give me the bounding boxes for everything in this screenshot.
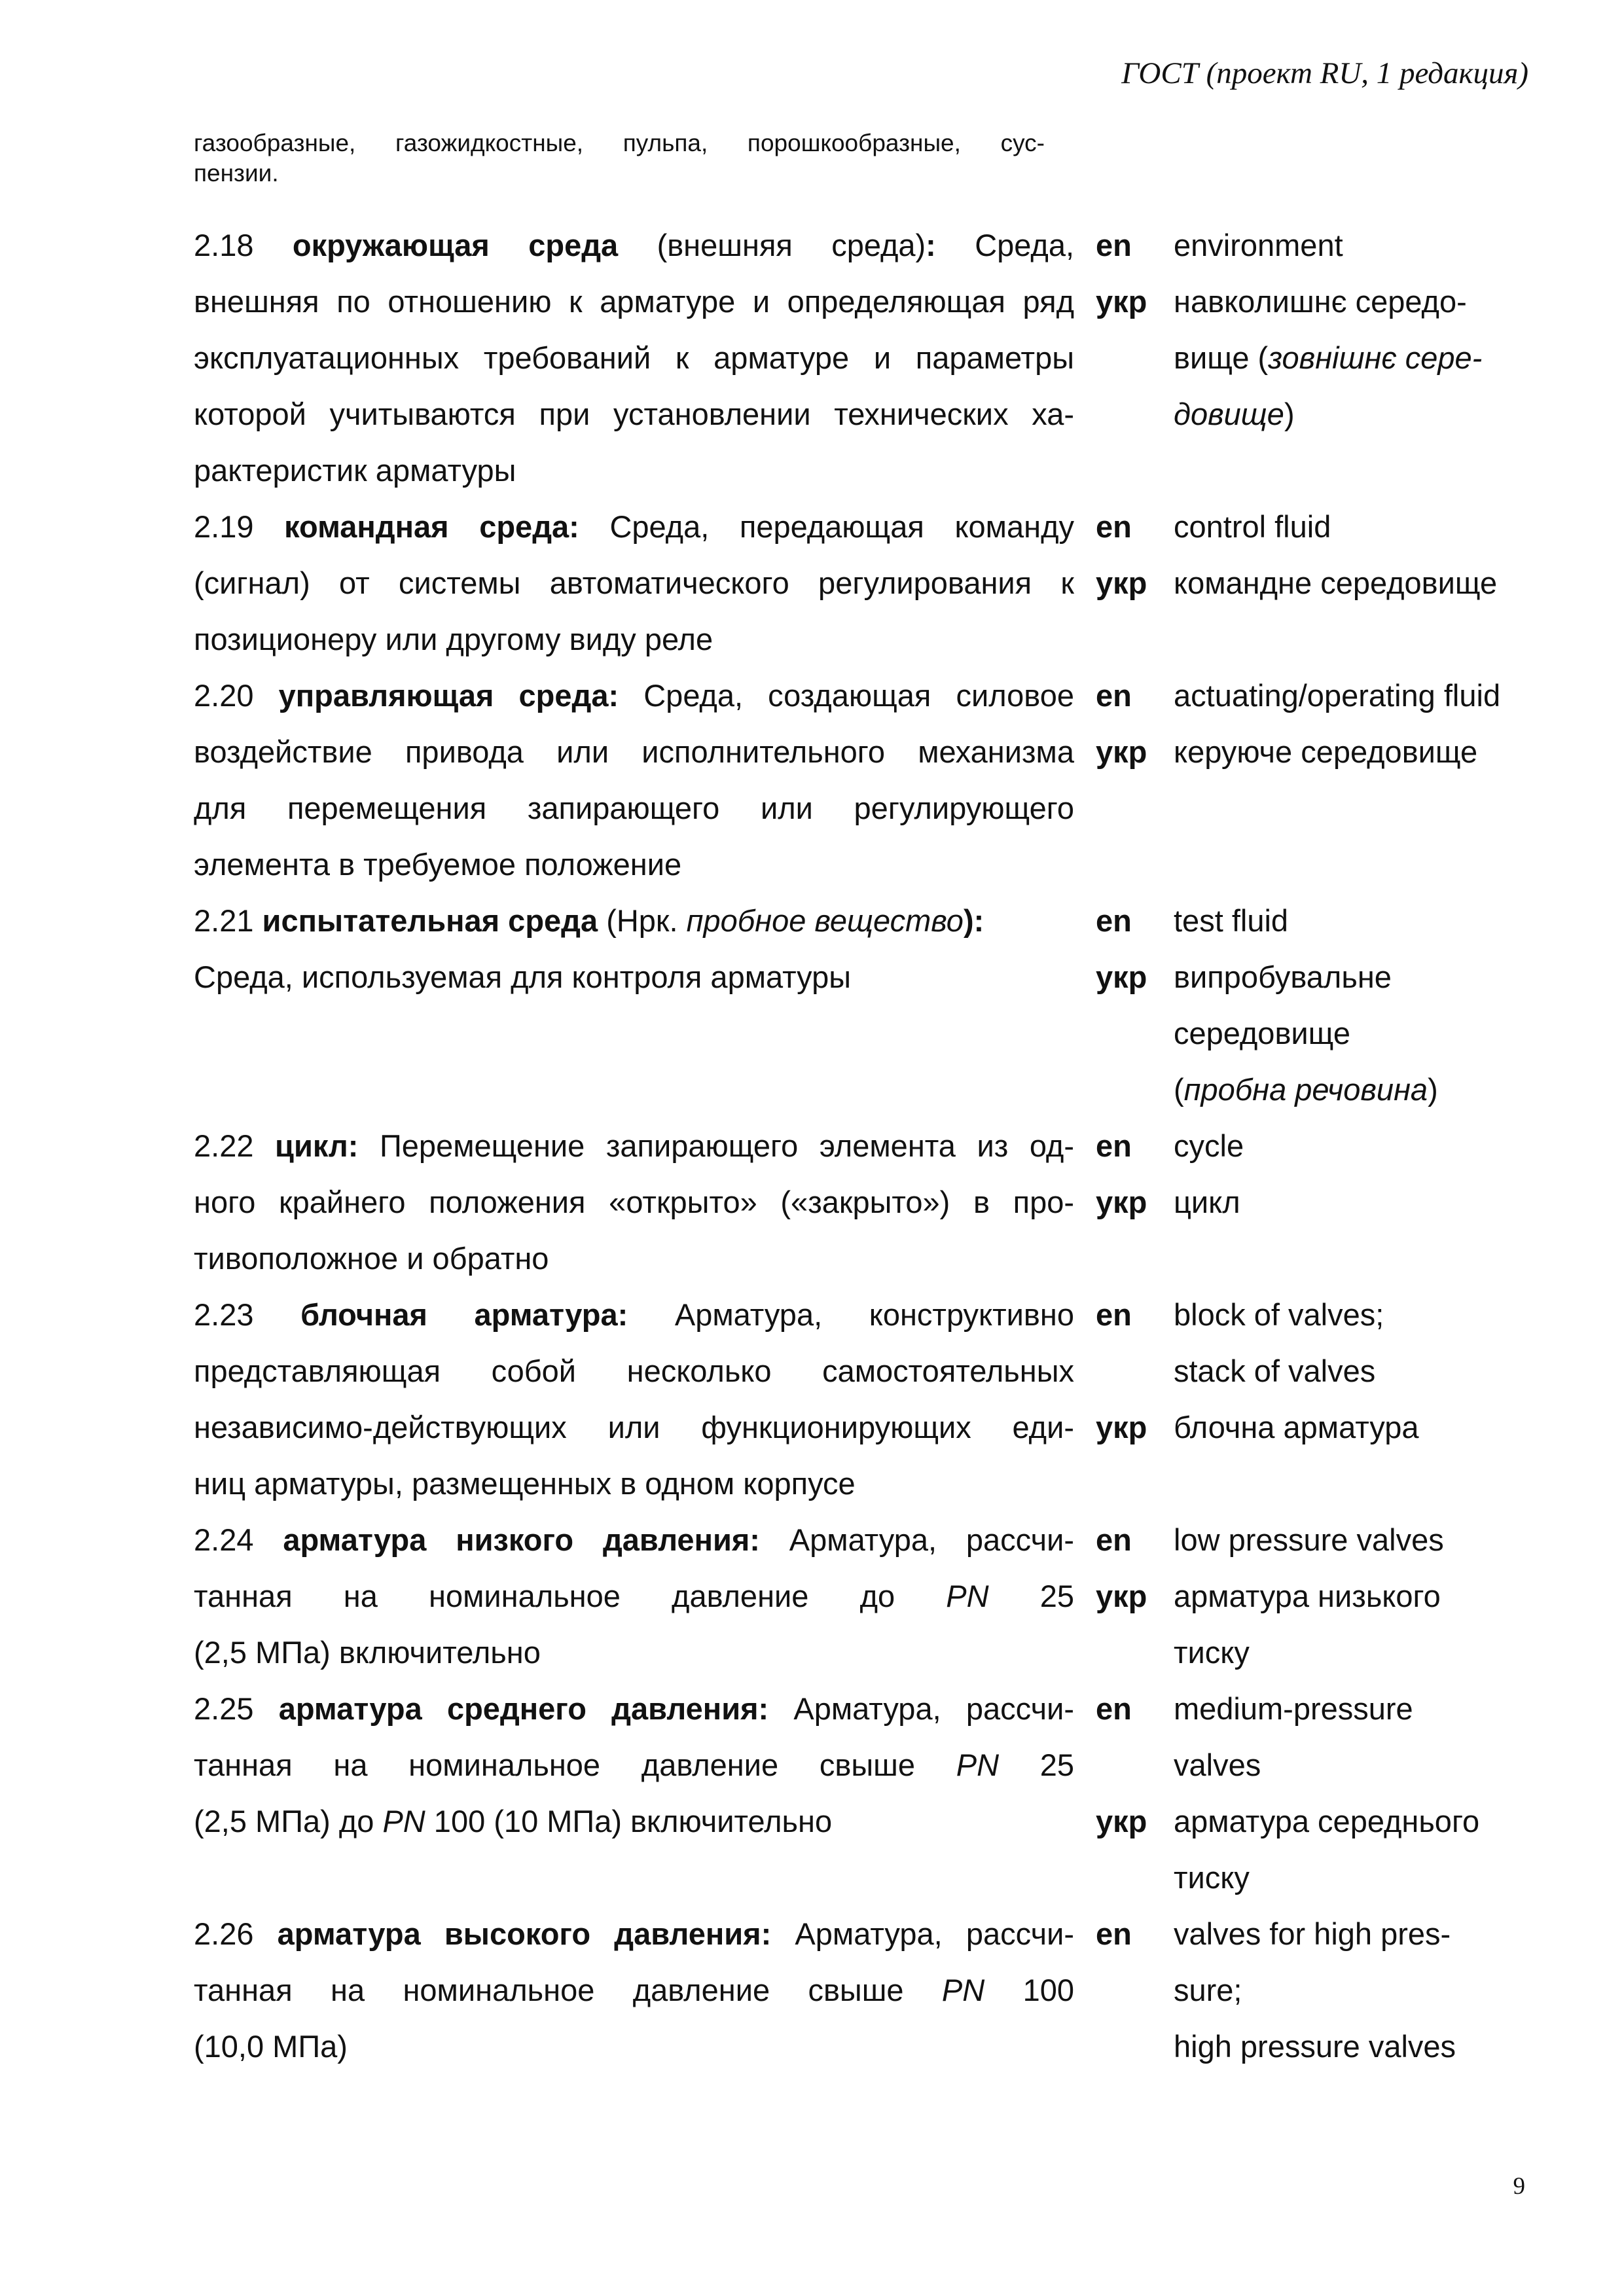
definition-line xyxy=(194,1689,1074,1729)
definition-line: (2,5 МПа) включительно xyxy=(194,1635,541,1670)
carryover-line: пензии. xyxy=(194,160,279,187)
uk-equivalent: цикл xyxy=(1174,1185,1240,1219)
en-equivalent-line: sure; xyxy=(1174,1973,1242,2007)
definition-line: танная на номинальное давление свыше PN 100 xyxy=(194,1973,1075,2007)
uk-label: укр xyxy=(1096,1410,1147,1444)
uk-synonym: зовнішнє сере- xyxy=(1268,340,1483,375)
definition-line: элемента в требуемое положение xyxy=(194,847,682,882)
definition-start: Арматура, конструктивно xyxy=(674,1297,1074,1332)
definition-line: танная на номинальное давление свыше PN 25 xyxy=(194,1748,1075,1782)
term-name: арматура среднего давления: xyxy=(278,1691,769,1726)
definition-line: (сигнал) от системы автоматического регулирования к xyxy=(194,565,1074,600)
term-number: 2.19 xyxy=(194,509,254,544)
uk-equivalent-line: (пробна речовина) xyxy=(1174,1072,1438,1107)
pn-symbol: PN xyxy=(382,1804,425,1839)
definition-line: для перемещения запирающего или регулирующего xyxy=(194,791,1074,825)
term-name: окружающая среда xyxy=(292,228,619,262)
en-label: en xyxy=(1096,678,1132,713)
en-equivalent: control fluid xyxy=(1174,509,1331,544)
uk-synonym: довище xyxy=(1174,397,1284,431)
definition-line xyxy=(194,1914,1074,1954)
definition-line: рактеристик арматуры xyxy=(194,453,516,488)
definition-line: 2.21 испытательная среда (Нрк. пробное вещество): xyxy=(194,903,984,938)
en-equivalent: cycle xyxy=(1174,1128,1244,1163)
pn-symbol: PN xyxy=(956,1748,1000,1782)
en-equivalent: test fluid xyxy=(1174,903,1289,938)
uk-label: укр xyxy=(1096,284,1147,319)
definition-line: танная на номинальное давление до PN 25 xyxy=(194,1579,1075,1613)
uk-synonym: пробна речовина xyxy=(1183,1072,1428,1107)
definition-start: Среда, передающая команду xyxy=(609,509,1075,544)
uk-equivalent: командне середовище xyxy=(1174,565,1498,600)
definition-line: Среда, используемая для контроля арматуры xyxy=(194,960,852,994)
term-number: 2.26 xyxy=(194,1916,254,1951)
en-label: en xyxy=(1096,1522,1132,1557)
deprecated-term: пробное вещество xyxy=(686,903,964,938)
en-equivalent-line: stack of valves xyxy=(1174,1354,1376,1388)
en-label: en xyxy=(1096,1916,1132,1951)
uk-label: укр xyxy=(1096,1804,1147,1839)
definition-line: воздействие привода или исполнительного механизма xyxy=(194,734,1074,769)
en-equivalent: environment xyxy=(1174,228,1343,262)
uk-equivalent: арматура середнього xyxy=(1174,1804,1480,1839)
definition-line xyxy=(194,226,1074,265)
uk-label: укр xyxy=(1096,1579,1147,1613)
definition-line: представляющая собой несколько самостоятельных xyxy=(194,1354,1074,1388)
definition-line xyxy=(194,507,1074,547)
term-number: 2.20 xyxy=(194,678,254,713)
definition-start: Арматура, рассчи- xyxy=(793,1691,1074,1726)
definition-line: независимо-действующих или функционирующих еди- xyxy=(194,1410,1074,1444)
en-equivalent: medium-pressure xyxy=(1174,1691,1413,1726)
en-label: en xyxy=(1096,1691,1132,1726)
definition-line: которой учитываются при установлении технических ха- xyxy=(194,397,1074,431)
uk-equivalent-line: тиску xyxy=(1174,1860,1250,1895)
en-equivalent-line: valves xyxy=(1174,1748,1261,1782)
definition-line: (2,5 МПа) до PN 100 (10 МПа) включительно xyxy=(194,1804,833,1839)
term-name: испытательная среда xyxy=(262,903,598,938)
term-name: арматура высокого давления: xyxy=(277,1916,772,1951)
definition-line: (10,0 МПа) xyxy=(194,2029,348,2064)
term-number: 2.23 xyxy=(194,1297,254,1332)
term-name: арматура низкого давления: xyxy=(283,1522,760,1557)
uk-label: укр xyxy=(1096,1185,1147,1219)
term-name: командная среда: xyxy=(284,509,579,544)
pn-symbol: PN xyxy=(941,1973,985,2007)
definition-line xyxy=(194,1520,1074,1560)
en-equivalent: low pressure valves xyxy=(1174,1522,1444,1557)
uk-equivalent-line: вище (зовнішнє сере- xyxy=(1174,340,1483,375)
carryover-line: газообразные, газожидкостные, пульпа, порошкообразные, сус- xyxy=(194,130,1045,156)
uk-equivalent: керуюче середовище xyxy=(1174,734,1478,769)
en-label: en xyxy=(1096,509,1132,544)
definition-start: Среда, xyxy=(975,228,1075,262)
definition-line xyxy=(194,676,1074,715)
term-colon: : xyxy=(926,228,936,262)
carryover-text xyxy=(194,128,1045,188)
uk-label: укр xyxy=(1096,960,1147,994)
definition-line: ного крайнего положения «открыто» («закрыто») в про- xyxy=(194,1185,1074,1219)
en-label: en xyxy=(1096,1297,1132,1332)
en-equivalent-line: high pressure valves xyxy=(1174,2029,1456,2064)
definition-line xyxy=(194,1126,1074,1166)
definition-start: Перемещение запирающего элемента из од- xyxy=(380,1128,1075,1163)
definition-line: ниц арматуры, размещенных в одном корпусе xyxy=(194,1466,856,1501)
uk-equivalent-line: середовище xyxy=(1174,1016,1350,1050)
definition-line xyxy=(194,1295,1074,1335)
definition-start: Арматура, рассчи- xyxy=(789,1522,1074,1557)
definition-line: позиционеру или другому виду реле xyxy=(194,622,713,656)
term-number: 2.21 xyxy=(194,903,254,938)
uk-equivalent: блочна арматура xyxy=(1174,1410,1419,1444)
en-label: en xyxy=(1096,1128,1132,1163)
definition-line: тивоположное и обратно xyxy=(194,1241,549,1276)
term-name: блочная арматура: xyxy=(300,1297,628,1332)
uk-label: укр xyxy=(1096,565,1147,600)
term-number: 2.25 xyxy=(194,1691,254,1726)
term-number: 2.18 xyxy=(194,228,254,262)
uk-equivalent: навколишнє середо- xyxy=(1174,284,1467,319)
term-number: 2.22 xyxy=(194,1128,254,1163)
term-name: цикл: xyxy=(275,1128,359,1163)
uk-equivalent: арматура низького xyxy=(1174,1579,1441,1613)
uk-equivalent-line: тиску xyxy=(1174,1635,1250,1670)
term-name: управляющая среда: xyxy=(278,678,619,713)
definition-start: Среда, создающая силовое xyxy=(643,678,1075,713)
term-qualifier: (внешняя среда) xyxy=(657,228,926,262)
en-equivalent: actuating/operating fluid xyxy=(1174,678,1501,713)
term-number: 2.24 xyxy=(194,1522,254,1557)
en-equivalent: block of valves; xyxy=(1174,1297,1384,1332)
definition-line: эксплуатационных требований к арматуре и параметры xyxy=(194,340,1074,375)
uk-equivalent-line: довище) xyxy=(1174,397,1295,431)
running-header: ГОСТ (проект RU, 1 редакция) xyxy=(1121,56,1528,90)
pn-symbol: PN xyxy=(946,1579,989,1613)
definition-line: внешняя по отношению к арматуре и определяющая ряд xyxy=(194,284,1074,319)
page-number: 9 xyxy=(1513,2173,1525,2200)
definition-start: Арматура, рассчи- xyxy=(795,1916,1075,1951)
en-label: en xyxy=(1096,228,1132,262)
uk-label: укр xyxy=(1096,734,1147,769)
en-label: en xyxy=(1096,903,1132,938)
uk-equivalent: випробувальне xyxy=(1174,960,1392,994)
en-equivalent: valves for high pres- xyxy=(1174,1916,1451,1951)
